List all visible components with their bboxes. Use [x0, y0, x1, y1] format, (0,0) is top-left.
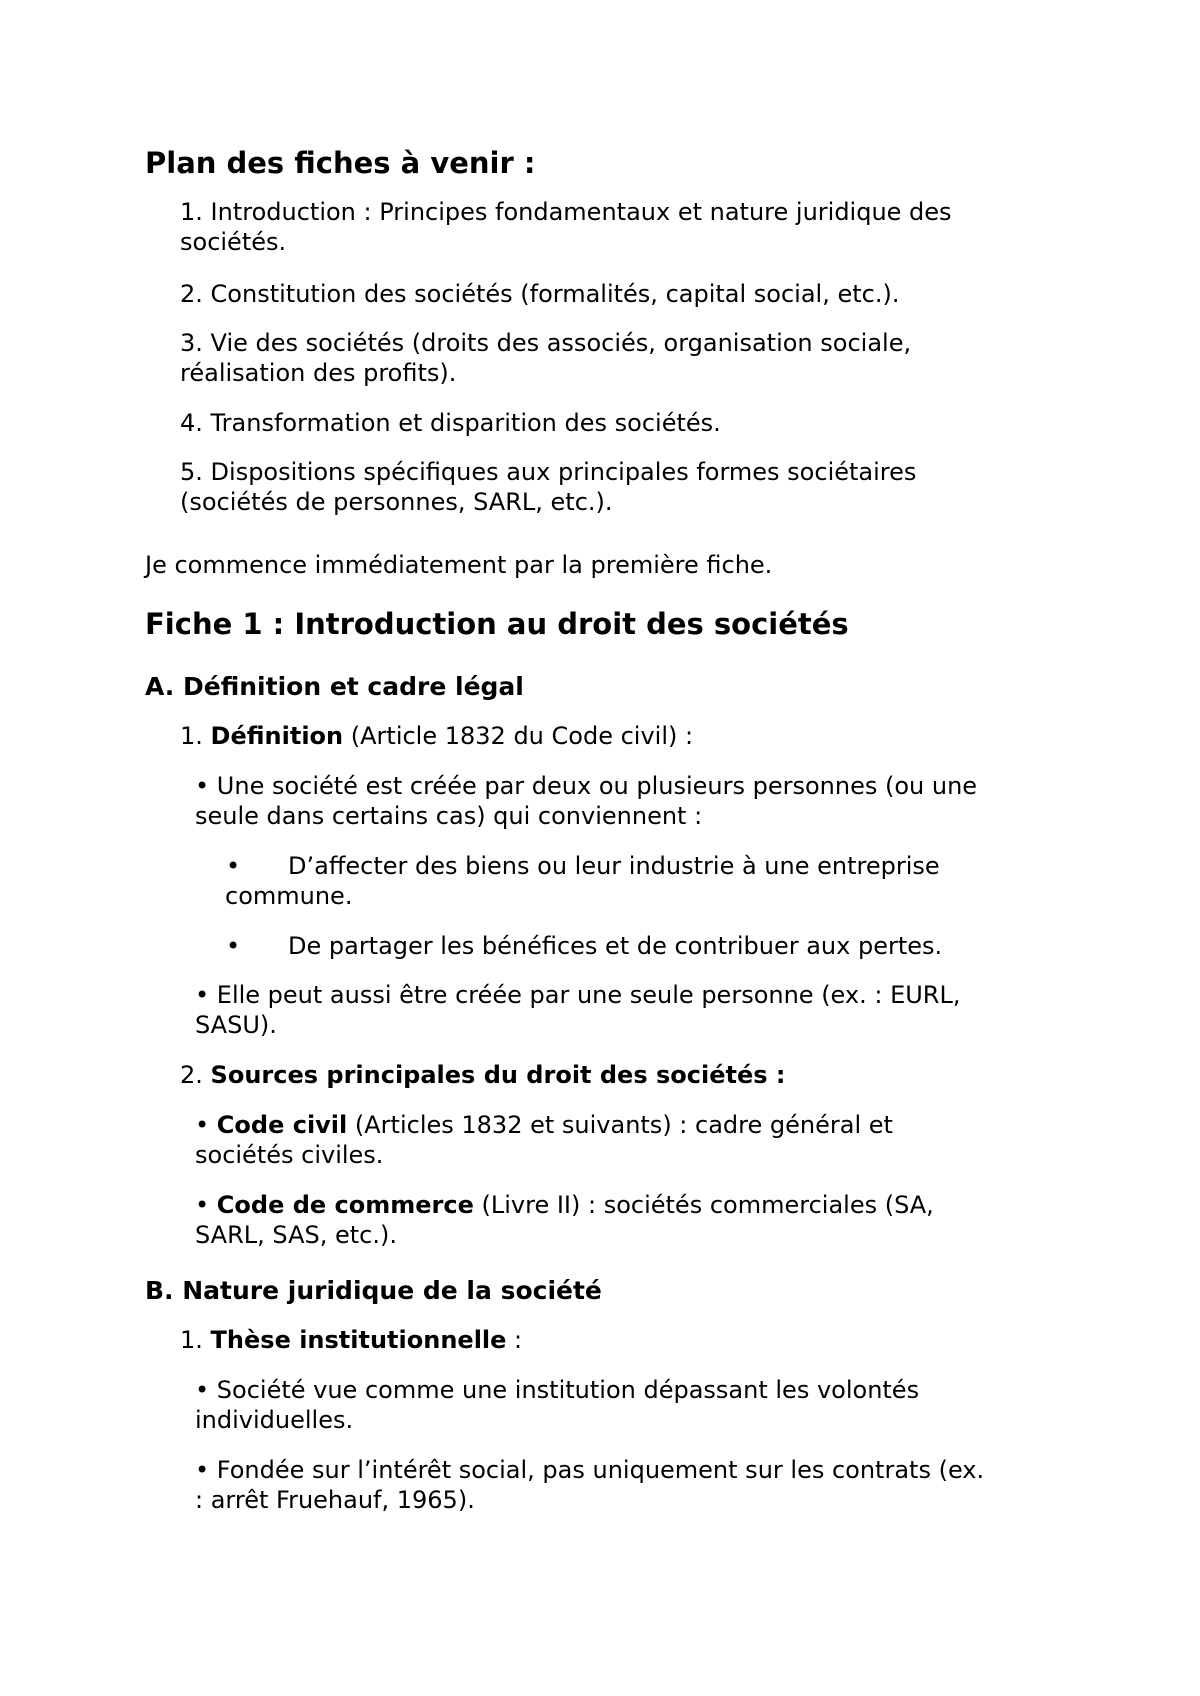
list-text-continued: (sociétés de personnes, SARL, etc.). — [180, 488, 613, 516]
list-text: Dispositions spécifiques aux principales formes sociétaires — [210, 458, 917, 486]
list-text: Constitution des sociétés (formalités, capital social, etc.). — [210, 280, 900, 308]
sub-bullet-item — [225, 931, 942, 961]
bullet-text: • Société vue comme une institution dépassant les volontés — [195, 1376, 920, 1404]
bullet-text: De partager les bénéfices et de contribuer aux pertes. — [288, 932, 943, 960]
section-a-title: A. Définition et cadre légal — [145, 672, 524, 701]
bullet-mark: • — [226, 852, 241, 880]
bullet-text: • Fondée sur l’intérêt social, pas uniquement sur les contrats (ex. — [195, 1456, 985, 1484]
bullet-text: (Livre II) : sociétés commerciales (SA, — [473, 1191, 934, 1219]
plan-item-1 — [180, 197, 1060, 257]
list-number: 4. — [180, 409, 203, 437]
list-text: Transformation et disparition des sociétés. — [210, 409, 721, 437]
list-number: 1. — [180, 198, 203, 226]
section-a-item-2 — [180, 1060, 785, 1090]
item-label: Définition — [210, 722, 344, 750]
section-b-title: B. Nature juridique de la société — [145, 1276, 602, 1305]
bullet-item — [195, 1190, 1075, 1250]
item-label: Code civil — [216, 1111, 348, 1139]
bullet-text-continued: sociétés civiles. — [195, 1141, 384, 1169]
plan-item-2 — [180, 279, 899, 309]
list-text-continued: réalisation des profits). — [180, 359, 457, 387]
plan-item-4 — [180, 408, 721, 438]
plan-item-3 — [180, 328, 1060, 388]
bullet-text-continued: SASU). — [195, 1011, 277, 1039]
bullet-item — [195, 980, 1075, 1040]
bullet-text: • Une société est créée par deux ou plusieurs personnes (ou une — [195, 772, 978, 800]
fiche-title: Fiche 1 : Introduction au droit des sociétés — [145, 607, 849, 641]
bullet-mark: • — [226, 932, 241, 960]
bullet-text-continued: commune. — [225, 882, 353, 910]
plan-title: Plan des fiches à venir : — [145, 146, 536, 180]
bullet-text-continued: : arrêt Fruehauf, 1965). — [195, 1486, 475, 1514]
item-text: : — [506, 1326, 523, 1354]
bullet-text: D’affecter des biens ou leur industrie à une entreprise — [288, 852, 940, 880]
bullet-text: (Articles 1832 et suivants) : cadre général et — [347, 1111, 893, 1139]
intro-paragraph: Je commence immédiatement par la première fiche. — [145, 551, 773, 579]
list-number: 1. — [180, 722, 203, 750]
list-number: 2. — [180, 280, 203, 308]
bullet-item — [195, 1110, 1075, 1170]
list-text-continued: sociétés. — [180, 228, 287, 256]
list-text: Vie des sociétés (droits des associés, organisation sociale, — [210, 329, 912, 357]
bullet-text: • Elle peut aussi être créée par une seule personne (ex. : EURL, — [195, 981, 961, 1009]
list-number: 2. — [180, 1061, 203, 1089]
bullet-item — [195, 1375, 1075, 1435]
bullet-item — [195, 771, 1075, 831]
item-label: Thèse institutionnelle — [210, 1326, 507, 1354]
bullet-item — [195, 1455, 1095, 1515]
bullet-text-continued: individuelles. — [195, 1406, 354, 1434]
list-number: 5. — [180, 458, 203, 486]
list-number: 3. — [180, 329, 203, 357]
item-label: Code de commerce — [216, 1191, 474, 1219]
list-text: Introduction : Principes fondamentaux et nature juridique des — [210, 198, 952, 226]
item-label: Sources principales du droit des sociétés : — [210, 1061, 786, 1089]
list-number: 1. — [180, 1326, 203, 1354]
sub-bullet-item — [225, 851, 1085, 911]
item-text: (Article 1832 du Code civil) : — [343, 722, 694, 750]
bullet-text-continued: seule dans certains cas) qui conviennent : — [195, 802, 703, 830]
bullet-text-continued: SARL, SAS, etc.). — [195, 1221, 397, 1249]
plan-item-5 — [180, 457, 1060, 517]
section-a-item-1 — [180, 721, 693, 751]
section-b-item-1 — [180, 1325, 522, 1355]
bullet-mark: • — [195, 1111, 217, 1139]
bullet-mark: • — [195, 1191, 217, 1219]
